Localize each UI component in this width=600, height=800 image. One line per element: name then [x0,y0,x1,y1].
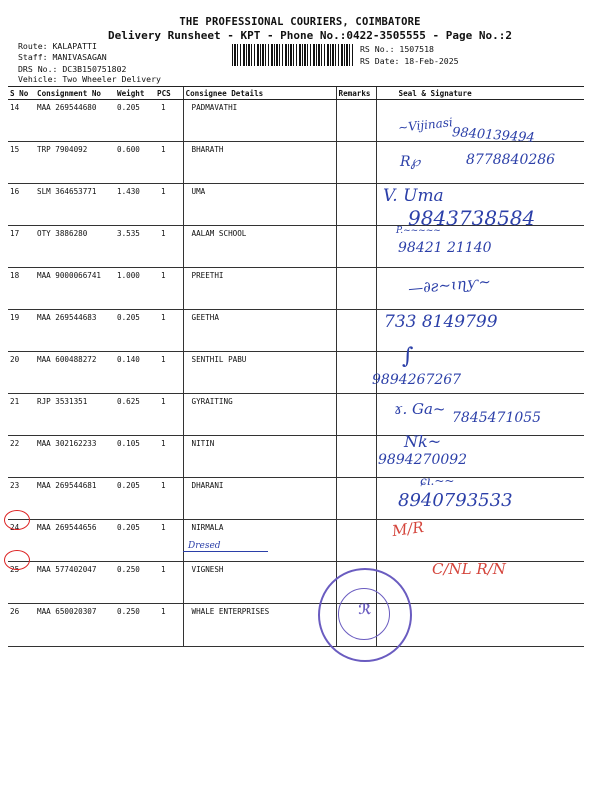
row-consignment: TRP 7904092 [35,142,115,184]
handwritten-phone: 8778840286 [466,152,556,168]
col-seal: Seal & Signature [376,87,584,100]
row-weight: 0.205 [115,478,155,520]
row-weight: 0.105 [115,436,155,478]
row-sno: 17 [8,226,35,268]
row-sno: 24 [8,520,35,562]
handwritten-name: V. Uma [383,186,444,206]
row-remarks [336,142,376,184]
row-sno: 21 [8,394,35,436]
row-weight: 0.205 [115,100,155,142]
row-weight: 0.250 [115,604,155,647]
row-pcs: 1 [155,520,183,562]
handwritten-phone: 9843738584 [408,206,536,230]
row-consignment: SLM 364653771 [35,184,115,226]
col-consignee: Consignee Details [183,87,336,100]
row-consignee: SENTHIL PABU [183,352,336,394]
row-remarks [336,100,376,142]
signature: ~Vijinasi [397,115,454,135]
handwritten-phone: 8940793533 [398,490,513,511]
row-weight: 0.250 [115,562,155,604]
company-seal-stamp [318,568,412,662]
signature: P.~~~~~ [396,226,441,236]
row-pcs: 1 [155,394,183,436]
row-consignment: MAA 269544681 [35,478,115,520]
table-header-row [8,87,584,100]
staff-label: Staff: MANIVASAGAN [18,52,107,62]
col-sno: S No [8,87,35,100]
row-remarks [336,394,376,436]
row-consignment: MAA 577402047 [35,562,115,604]
row-sno: 19 [8,310,35,352]
row-consignment: MAA 302162233 [35,436,115,478]
row-sno: 14 [8,100,35,142]
row-weight: 0.140 [115,352,155,394]
row-remarks [336,184,376,226]
row-consignee: NIRMALA [183,520,336,562]
rs-number: RS No.: 1507518 [360,44,434,54]
row-consignment: OTY 3886280 [35,226,115,268]
row-consignment: MAA 650020307 [35,604,115,647]
row-weight: 0.205 [115,310,155,352]
row-weight: 0.205 [115,520,155,562]
rs-date: RS Date: 18-Feb-2025 [360,56,459,66]
row-consignee: GYRAITING [183,394,336,436]
signature: ∫ [402,344,414,369]
row-pcs: 1 [155,184,183,226]
row-consignee: BHARATH [183,142,336,184]
route-label: Route: KALAPATTI [18,41,97,51]
row-weight: 0.625 [115,394,155,436]
row-pcs: 1 [155,562,183,604]
row-consignee: GEETHA [183,310,336,352]
row-consignment: MAA 269544683 [35,310,115,352]
row-sno: 26 [8,604,35,647]
col-weight: Weight [115,87,155,100]
red-circle-mark [4,550,30,570]
row-sno: 15 [8,142,35,184]
row-remarks [336,268,376,310]
row-pcs: 1 [155,436,183,478]
row-remarks [336,478,376,520]
signature: ɤ. Ga~ [394,400,446,418]
handwritten-remark: C/NL R/N [432,560,506,578]
row-pcs: 1 [155,268,183,310]
table-row [8,268,584,310]
signature: ɕı.~~ [420,474,455,488]
row-consignee: VIGNESH [183,562,336,604]
drs-label: DRS No.: DC3B150751802 [18,64,127,74]
row-consignment: RJP 3531351 [35,394,115,436]
signature: Nk~ [404,432,442,451]
row-consignee: PADMAVATHI [183,100,336,142]
row-consignee: AALAM SCHOOL [183,226,336,268]
runsheet-title: Delivery Runsheet - KPT - Phone No.:0422-3505555 - Page No.:2 [108,29,512,42]
row-pcs: 1 [155,352,183,394]
handwritten-phone: 9840139494 [451,125,536,146]
row-remarks [336,352,376,394]
barcode [232,44,354,66]
row-consignment: MAA 9000066741 [35,268,115,310]
handwritten-phone: 98421 21140 [398,240,492,256]
row-sno: 18 [8,268,35,310]
row-sno: 20 [8,352,35,394]
row-remarks [336,520,376,562]
row-consignee: PREETHI [183,268,336,310]
table-row [8,352,584,394]
table-row [8,604,584,647]
col-remarks: Remarks [336,87,376,100]
row-pcs: 1 [155,478,183,520]
red-circle-mark [4,510,30,530]
row-remarks [336,226,376,268]
row-weight: 1.430 [115,184,155,226]
handwritten-phone: 9894270092 [378,452,468,468]
table-row [8,226,584,268]
stamp-mark: ℛ [358,602,372,618]
row-sno: 23 [8,478,35,520]
row-pcs: 1 [155,100,183,142]
row-remarks [336,436,376,478]
row-consignee: DHARANI [183,478,336,520]
row-consignee: NITIN [183,436,336,478]
row-consignee: WHALE ENTERPRISES [183,604,336,647]
row-pcs: 1 [155,604,183,647]
row-sno: 25 [8,562,35,604]
table-row [8,520,584,562]
handwritten-phone: 733 8149799 [384,312,498,332]
signature: Dresed [188,541,221,551]
row-consignment: MAA 269544656 [35,520,115,562]
col-consignment: Consignment No [35,87,115,100]
table-row [8,436,584,478]
row-consignment: MAA 269544680 [35,100,115,142]
underline [183,551,268,552]
row-pcs: 1 [155,142,183,184]
vehicle-label: Vehicle: Two Wheeler Delivery [18,74,161,84]
row-weight: 0.600 [115,142,155,184]
signature: —∂ƨ~ɩɳƴ~ [407,272,492,298]
row-consignment: MAA 600488272 [35,352,115,394]
row-weight: 1.000 [115,268,155,310]
row-sno: 16 [8,184,35,226]
handwritten-phone: 7845471055 [452,410,542,426]
col-pcs: PCS [155,87,183,100]
row-pcs: 1 [155,310,183,352]
signature: R℘ [400,154,421,170]
row-consignee: UMA [183,184,336,226]
handwritten-phone: 9894267267 [372,372,462,388]
company-title: THE PROFESSIONAL COURIERS, COIMBATORE [179,16,421,28]
row-pcs: 1 [155,226,183,268]
handwritten-remark: M/R [390,517,425,541]
row-weight: 3.535 [115,226,155,268]
row-sno: 22 [8,436,35,478]
row-remarks [336,310,376,352]
